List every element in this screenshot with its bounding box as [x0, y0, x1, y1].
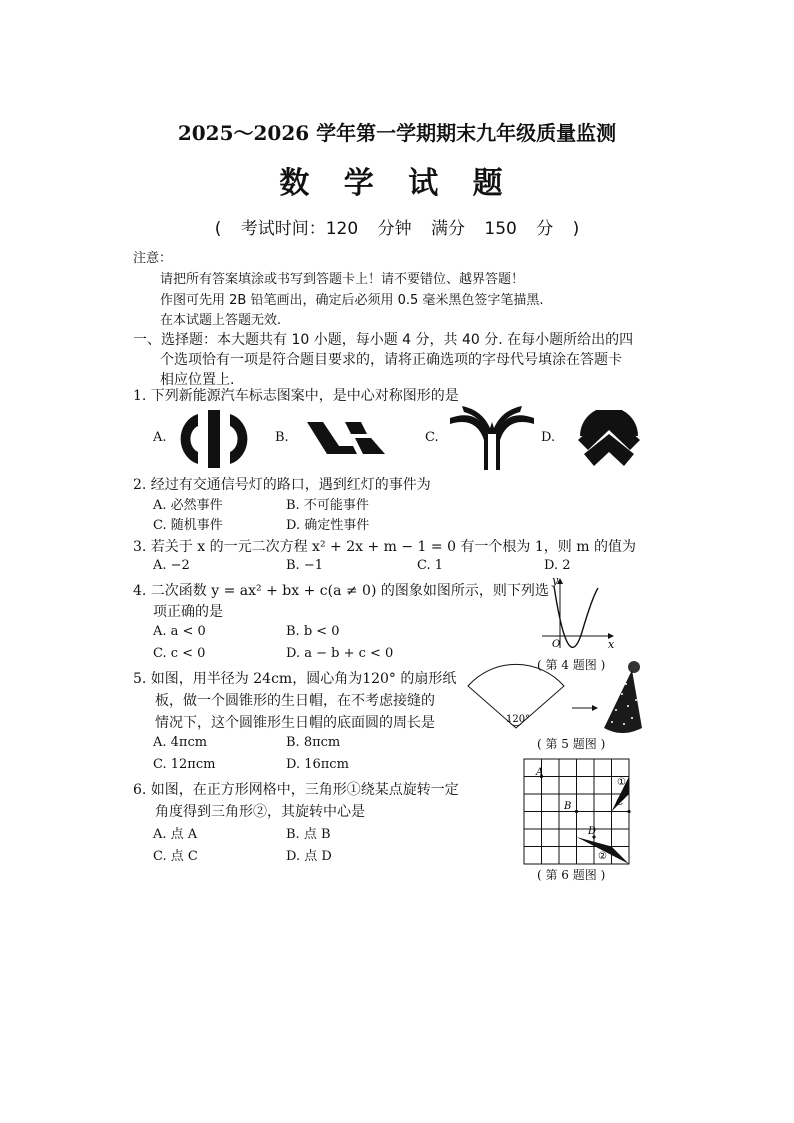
q1-option-c: C. — [425, 430, 439, 445]
birthday-hat-image — [600, 660, 646, 738]
q3-option-c: C. 1 — [417, 558, 444, 573]
logo-d-image — [574, 410, 644, 468]
q3-stem: 3. 若关于 x 的一元二次方程 x² + 2x + m − 1 = 0 有一个根为 1，则 m 的值为 — [133, 539, 636, 555]
q6-stem-line: 角度得到三角形②，其旋转中心是 — [155, 804, 365, 820]
q1-option-b: B. — [275, 430, 289, 445]
q6-option-a: A. 点 A — [153, 827, 198, 842]
q2-option-a: A. 必然事件 — [153, 498, 223, 513]
exam-title: 2025～2026 学年第一学期期末九年级质量监测 — [177, 121, 617, 145]
q4-caption: ( 第 4 题图 ) — [537, 658, 606, 672]
q4-stem: 4. 二次函数 y = ax² + bx + c(a ≠ 0) 的图象如图所示，则下列选 — [133, 583, 549, 599]
note-item: 作图可先用 2B 铅笔画出，确定后必须用 0.5 毫米黑色签字笔描黑. — [160, 293, 544, 308]
q4-origin-label: O — [552, 639, 561, 650]
q6-caption: ( 第 6 题图 ) — [537, 868, 606, 882]
q3-option-a: A. −2 — [153, 558, 190, 573]
q4-option-c: C. c < 0 — [153, 646, 206, 661]
grid-label-b: B — [564, 801, 572, 812]
q2-option-d: D. 确定性事件 — [286, 518, 370, 533]
q4-option-b: B. b < 0 — [286, 624, 340, 639]
q5-caption: ( 第 5 题图 ) — [537, 737, 606, 751]
q6-stem: 6. 如图，在正方形网格中，三角形①绕某点旋转一定 — [133, 782, 459, 798]
q4-option-a: A. a < 0 — [153, 624, 206, 639]
q4-axis-x-label: x — [608, 638, 615, 650]
exam-info: ( 考试时间：120 分钟 满分 150 分 ) — [214, 219, 580, 239]
q5-stem-line: 情况下，这个圆锥形生日帽的底面圆的周长是 — [155, 715, 435, 731]
q5-angle-label: 120° — [506, 714, 531, 725]
note-item: 请把所有答案填涂或书写到答题卡上！请不要错位、越界答题！ — [160, 272, 525, 287]
triangle-1-label: ① — [617, 777, 626, 788]
q1-option-d: D. — [541, 430, 556, 445]
q3-option-d: D. 2 — [544, 558, 571, 573]
q3-option-b: B. −1 — [286, 558, 323, 573]
logo-b-image — [305, 420, 387, 456]
q4-stem-line: 项正确的是 — [153, 604, 223, 620]
q4-option-d: D. a − b + c < 0 — [286, 646, 394, 661]
q6-option-c: C. 点 C — [153, 849, 198, 864]
q5-option-b: B. 8πcm — [286, 735, 341, 750]
notes-title: 注意： — [133, 251, 173, 266]
q2-option-b: B. 不可能事件 — [286, 498, 369, 513]
logo-a-image — [180, 408, 250, 470]
subject-title: 数 学 试 题 — [279, 166, 515, 201]
grid-label-d: D — [588, 826, 597, 837]
q2-option-c: C. 随机事件 — [153, 518, 223, 533]
q1-option-a: A. — [153, 430, 167, 445]
section-heading: 一、选择题：本大题共有 10 小题，每小题 4 分，共 40 分. 在每小题所给出的四 — [133, 332, 634, 348]
section-heading-line: 个选项恰有一项是符合题目要求的，请将正确选项的字母代号填涂在答题卡 — [160, 352, 622, 368]
q4-axis-y-label: y — [552, 576, 559, 587]
grid-label-c: C — [616, 797, 624, 808]
q5-stem-line: 板，做一个圆锥形的生日帽，在不考虑接缝的 — [155, 693, 435, 709]
q5-stem: 5. 如图，用半径为 24cm，圆心角为120° 的扇形纸 — [133, 671, 457, 687]
q5-option-a: A. 4πcm — [153, 735, 208, 750]
q6-option-d: D. 点 D — [286, 849, 332, 864]
q4-parabola-figure — [538, 576, 616, 650]
logo-c-image — [448, 404, 536, 472]
grid-label-a: A — [536, 767, 544, 778]
q6-grid-figure — [522, 757, 632, 867]
q5-option-c: C. 12πcm — [153, 757, 216, 772]
q1-stem: 1. 下列新能源汽车标志图案中，是中心对称图形的是 — [133, 388, 459, 404]
section-heading-line: 相应位置上. — [160, 372, 235, 388]
note-item: 在本试题上答题无效. — [160, 313, 282, 328]
triangle-2-label: ② — [598, 851, 607, 862]
q5-option-d: D. 16πcm — [286, 757, 349, 772]
q6-option-b: B. 点 B — [286, 827, 331, 842]
q2-stem: 2. 经过有交通信号灯的路口，遇到红灯的事件为 — [133, 477, 431, 493]
